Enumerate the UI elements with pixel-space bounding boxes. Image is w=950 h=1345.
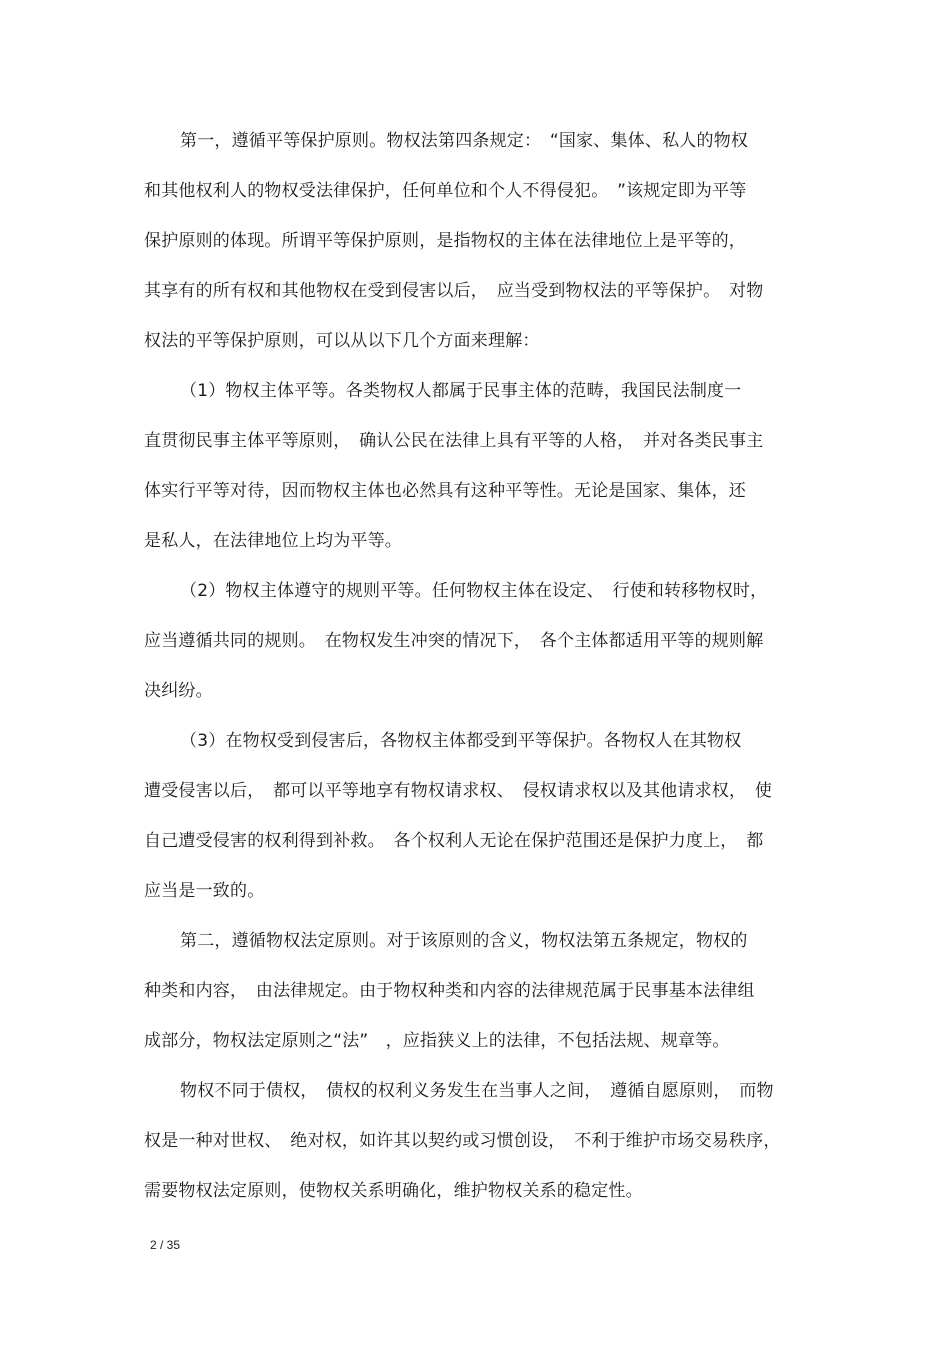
paragraph-line: 直贯彻民事主体平等原则， 确认公民在法律上具有平等的人格， 并对各类民事主	[144, 431, 764, 451]
paragraph-line: （2）物权主体遵守的规则平等。任何物权主体在设定、 行使和转移物权时，	[180, 581, 768, 601]
paragraph-line: 保护原则的体现。所谓平等保护原则，是指物权的主体在法律地位上是平等的，	[144, 231, 746, 251]
paragraph-line: 是私人，在法律地位上均为平等。	[144, 531, 402, 551]
paragraph-line: 种类和内容， 由法律规定。由于物权种类和内容的法律规范属于民事基本法律组	[144, 981, 755, 1001]
paragraph-line: 第一，遵循平等保护原则。物权法第四条规定： “国家、集体、私人的物权	[180, 131, 749, 151]
page-number: 2 / 35	[150, 1238, 181, 1252]
paragraph-line: 体实行平等对待，因而物权主体也必然具有这种平等性。无论是国家、集体，还	[144, 481, 746, 501]
paragraph-line: 应当遵循共同的规则。 在物权发生冲突的情况下， 各个主体都适用平等的规则解	[144, 631, 764, 651]
paragraph-line: 和其他权利人的物权受法律保护，任何单位和个人不得侵犯。 ”该规定即为平等	[144, 181, 747, 201]
paragraph-line: 权法的平等保护原则，可以从以下几个方面来理解：	[144, 331, 540, 351]
paragraph-line: 决纠纷。	[144, 681, 213, 701]
paragraph-line: 第二，遵循物权法定原则。对于该原则的含义，物权法第五条规定，物权的	[180, 931, 748, 951]
paragraph-line: 成部分，物权法定原则之“法” ，应指狭义上的法律，不包括法规、规章等。	[144, 1031, 730, 1051]
paragraph-line: 自己遭受侵害的权利得到补救。 各个权利人无论在保护范围还是保护力度上， 都	[144, 831, 764, 851]
paragraph-line: 物权不同于债权， 债权的权利义务发生在当事人之间， 遵循自愿原则， 而物	[180, 1081, 774, 1101]
paragraph-line: 需要物权法定原则，使物权关系明确化，维护物权关系的稳定性。	[144, 1181, 643, 1201]
paragraph-line: （3）在物权受到侵害后，各物权主体都受到平等保护。各物权人在其物权	[180, 731, 742, 751]
paragraph-line: （1）物权主体平等。各类物权人都属于民事主体的范畴，我国民法制度一	[180, 381, 742, 401]
paragraph-line: 应当是一致的。	[144, 881, 265, 901]
paragraph-line: 其享有的所有权和其他物权在受到侵害以后， 应当受到物权法的平等保护。 对物	[144, 281, 764, 301]
paragraph-line: 权是一种对世权、 绝对权，如许其以契约或习惯创设， 不利于维护市场交易秩序，	[144, 1131, 781, 1151]
paragraph-line: 遭受侵害以后， 都可以平等地享有物权请求权、 侵权请求权以及其他请求权， 使	[144, 781, 773, 801]
